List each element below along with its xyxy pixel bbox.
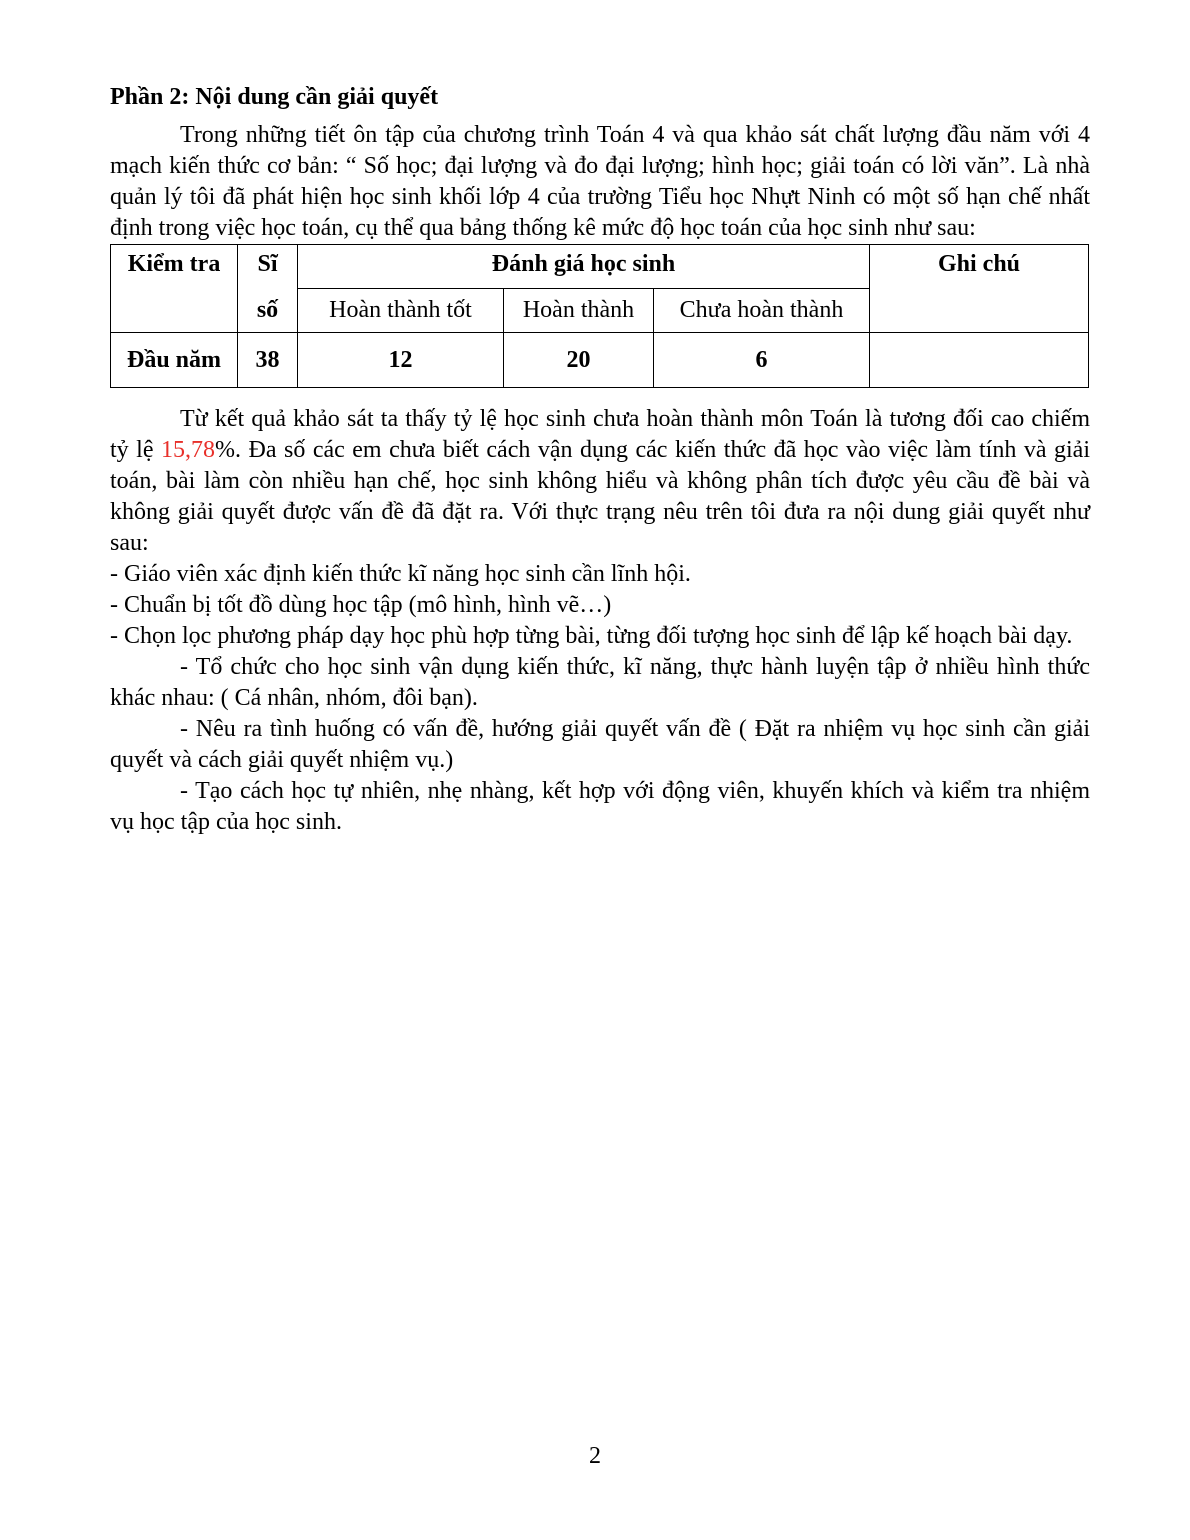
header-kiem-tra: Kiểm tra [111,245,238,333]
header-so: số [238,289,298,333]
list-item: - Tổ chức cho học sinh vận dụng kiến thức, kĩ năng, thực hành luyện tập ở nhiều hình thức khác nhau: ( Cá nhân, nhóm, đôi bạn). [110,654,1090,711]
document-body [110,80,1090,838]
header-danh-gia: Đánh giá học sinh [298,245,870,289]
result-paragraph [110,404,1090,559]
statistics-table [110,244,1089,388]
cell-hoan-thanh-tot: 12 [298,333,504,388]
list-item: - Chọn lọc phương pháp dạy học phù hợp từng bài, từng đối tượng học sinh để lập kế hoạch bài dạy. [110,623,1073,649]
list-item: - Giáo viên xác định kiến thức kĩ năng học sinh cần lĩnh hội. [110,561,691,587]
result-text-after: %. Đa số các em chưa biết cách vận dụng các kiến thức đã học vào việc làm tính và giải toán, bài làm còn nhiều hạn chế, học sinh không hiểu và không phân tích được yêu cầu đề bài và không giải quyết được vấn đề đã đặt ra. Với thực trạng nêu trên tôi đưa ra nội dung giải quyết như sau: [110,437,1090,556]
list-item: - Tạo cách học tự nhiên, nhẹ nhàng, kết hợp với động viên, khuyến khích và kiểm tra nhiệm vụ học tập của học sinh. [110,778,1090,835]
table-row [111,333,1089,388]
result-text-before: Từ kết quả khảo sát ta thấy tỷ lệ học sinh chưa hoàn thành môn Toán là tương đối cao chiếm tỷ lệ [110,406,1090,463]
subheader-hoan-thanh: Hoàn thành [504,289,654,333]
section-heading: Phần 2: Nội dung cần giải quyết [110,84,439,110]
page-number: 2 [589,1443,601,1469]
header-ghi-chu: Ghi chú [870,245,1089,333]
subheader-hoan-thanh-tot: Hoàn thành tốt [298,289,504,333]
subheader-chua-hoan-thanh: Chưa hoàn thành [654,289,870,333]
cell-si-so: 38 [238,333,298,388]
list-item: - Nêu ra tình huống có vấn đề, hướng giải quyết vấn đề ( Đặt ra nhiệm vụ học sinh cần giải quyết và cách giải quyết nhiệm vụ.) [110,716,1090,773]
result-percent: 15,78 [161,437,215,463]
cell-ghi-chu [870,333,1089,388]
cell-row-label: Đầu năm [111,333,238,388]
cell-chua-hoan-thanh: 6 [654,333,870,388]
cell-hoan-thanh: 20 [504,333,654,388]
list-item: - Chuẩn bị tốt đồ dùng học tập (mô hình, hình vẽ…) [110,592,612,618]
header-si: Sĩ [238,245,298,289]
intro-paragraph: Trong những tiết ôn tập của chương trình Toán 4 và qua khảo sát chất lượng đầu năm với 4 mạch kiến thức cơ bản: “ Số học; đại lượng và đo đại lượng; hình học; giải toán có lời văn”. Là nhà quản lý tôi đã phát hiện học sinh khối lớp 4 của trường Tiểu học Nhựt Ninh có một số hạn chế nhất định trong việc học toán, cụ thể qua bảng thống kê mức độ học toán của học sinh như sau: [110,122,1090,241]
